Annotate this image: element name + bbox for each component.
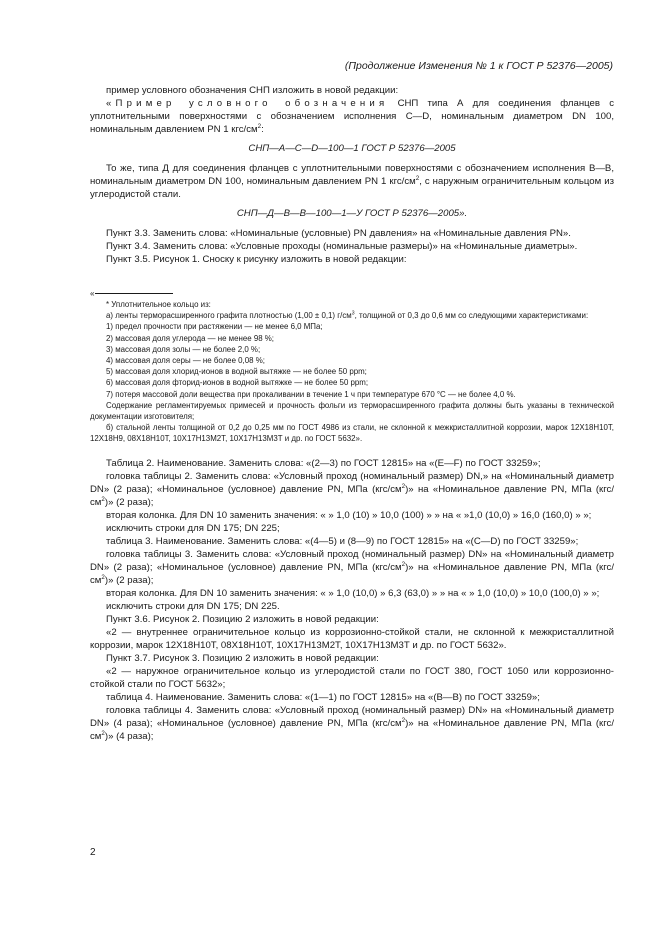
- paragraph-table-3-column: вторая колонка. Для DN 10 заменить значения: « » 1,0 (10,0) » 6,3 (63,0) » » на « » 1,0 (10,0) » 10,0 (100,0) » »;: [106, 587, 600, 599]
- paragraph-example: [90, 97, 614, 136]
- example-text: СНП типа А для соединения фланцев с уплотнительными поверхностями с обозначением исполнения С—D, номинальным диаметром DN 100, номинальным давлением PN 1 кгс/см: [90, 98, 614, 135]
- example-end: :: [261, 124, 264, 135]
- paragraph-item-3-6: Пункт 3.6. Рисунок 2. Позицию 2 изложить в новой редакции:: [106, 613, 379, 625]
- footnote-list-item: 3) массовая доля золы — не более 2,0 %;: [106, 344, 261, 354]
- paragraph-table-2-head: [90, 470, 614, 509]
- footnote-title: * Уплотнительное кольцо из:: [106, 300, 211, 309]
- table-2-head-sup-1: 2: [401, 482, 406, 490]
- paragraph-item-3-6-text: «2 — внутреннее ограничительное кольцо из коррозионно-стойкой стали, не склонной к межкристаллитной коррозии, марок 12Х18Н10Т, 08Х18Н10Т, 10Х17Н13М2Т, 10Х17Н13М3Т и др. по ГОСТ 5632».: [90, 626, 614, 651]
- paragraph-item-3-4: Пункт 3.4. Заменить слова: «Условные проходы (номинальные размеры)» на «Номинальные диаметры».: [106, 241, 578, 252]
- footnote-list-item: 2) массовая доля углерода — не менее 98 %;: [106, 333, 275, 343]
- type-d-sup: 2: [415, 174, 420, 182]
- table-3-head-text-c: )» (2 раза);: [104, 574, 154, 586]
- paragraph-table-2-title: Таблица 2. Наименование. Заменить слова: «(2—3) по ГОСТ 12815» на «(E—F) по ГОСТ 33259»;: [106, 457, 541, 469]
- footnote-content-note: Содержание регламентируемых примесей и прочность фольги из терморасширенного графита должны быть указаны в технической документации изготовителя;: [90, 400, 614, 422]
- section-gap: [90, 445, 614, 457]
- table-2-head-text-b: )» на «Номинальное давление PN, МПа (кгс/см: [90, 483, 614, 508]
- table-2-head-text-a: головка таблицы 2. Заменить слова: «Условный проход (номинальный размер) DN,» на «Номинальный диаметр DN» (2 раза); «Номинальное (условное) давление PN, МПа (кгс/см: [90, 470, 614, 495]
- document-body: [90, 84, 614, 743]
- footnote-list-item: 5) массовая доля хлорид-ионов в водной вытяжке — не более 50 ppm;: [106, 367, 367, 377]
- paragraph-table-4-title: таблица 4. Наименование. Заменить слова: «(1—1) по ГОСТ 12815» на «(B—B) по ГОСТ 33259»;: [106, 691, 540, 703]
- example-sup: 2: [257, 122, 262, 130]
- footnote-block: [90, 288, 614, 445]
- table-3-head-text-b: )» на «Номинальное давление PN, МПа (кгс/см: [90, 561, 614, 586]
- footnote-quote-mark: «: [90, 288, 95, 298]
- table-3-head-text-a: головка таблицы 3. Заменить слова: «Условный проход (номинальный размер) DN» на «Номинальный диаметр DN» (2 раза); «Номинальное (условное) давление PN, МПа (кгс/см: [90, 548, 614, 573]
- table-4-head-text-a: головка таблицы 4. Заменить слова: «Условный проход (номинальный размер) DN» на «Номинальный диаметр DN» (4 раза); «Номинальное (условное) давление PN, МПа (кгс/см: [90, 704, 614, 729]
- table-4-head-sup-2: 2: [101, 729, 105, 737]
- paragraph-item-3-3: Пункт 3.3. Заменить слова: «Номинальные (условные) PN давления» на «Номинальные давления PN».: [106, 228, 571, 239]
- paragraph-table-3-head: [90, 548, 614, 587]
- footnote-item-b: б) стальной ленты толщиной от 0,2 до 0,25 мм по ГОСТ 4986 из стали, не склонной к межкристаллитной коррозии, марок 12Х18Н10Т, 12Х18Н9, 08Х18Н10Т, 10Х17Н13М2Т, 10Х17Н13М3Т и др. по ГОСТ 5632».: [90, 423, 614, 444]
- paragraph-item-3-5: Пункт 3.5. Рисунок 1. Сноску к рисунку изложить в новой редакции:: [106, 254, 407, 265]
- paragraph-item-3-7: Пункт 3.7. Рисунок 3. Позицию 2 изложить в новой редакции:: [106, 652, 379, 664]
- footnote-a-sup: 3: [351, 310, 355, 317]
- paragraph-type-d: [90, 162, 614, 201]
- paragraph-table-3-title: таблица 3. Наименование. Заменить слова: «(4—5) и (8—9) по ГОСТ 12815» на «(C—D) по ГОСТ 33259»;: [106, 535, 579, 547]
- designation-formula-1: СНП—А—С—D—100—1 ГОСТ Р 52376—2005: [248, 143, 456, 154]
- footnote-rule: [90, 288, 614, 299]
- table-2-head-text-c: )» (2 раза);: [104, 496, 154, 508]
- footnote-list-item: 7) потеря массовой доли вещества при прокаливании в течение 1 ч при температуре 670 °С — не более 4,0 %.: [106, 389, 516, 399]
- table-3-head-sup-1: 2: [401, 560, 406, 568]
- example-lead: «Пример условного обозначения: [106, 98, 389, 109]
- table-2-head-sup-2: 2: [101, 495, 105, 503]
- type-d-text: То же, типа Д для соединения фланцев с уплотнительными поверхностями с обозначением исполнения В—В, номинальным диаметром DN 100, номинальным давлением PN 1 кгс/см: [90, 163, 614, 187]
- running-header: (Продолжение Изменения № 1 к ГОСТ Р 52376—2005): [344, 60, 613, 72]
- paragraph-table-3-exclude: исключить строки для DN 175; DN 225.: [106, 600, 280, 612]
- paragraph-item-3-7-text: «2 — наружное ограничительное кольцо из углеродистой стали по ГОСТ 380, ГОСТ 1050 или коррозионно-стойкой стали по ГОСТ 5632»;: [90, 665, 614, 690]
- paragraph-designation-intro: пример условного обозначения СНП изложить в новой редакции:: [106, 85, 399, 96]
- paragraph-table-2-exclude: исключить строки для DN 175; DN 225;: [106, 522, 280, 534]
- designation-formula-2: СНП—Д—В—В—100—1—У ГОСТ Р 52376—2005».: [236, 208, 468, 219]
- footnote-item-a: [90, 310, 614, 321]
- table-3-head-sup-2: 2: [101, 573, 105, 581]
- footnote-list-item: 1) предел прочности при растяжении — не менее 6,0 МПа;: [106, 322, 323, 332]
- paragraph-table-4-head: [90, 704, 614, 743]
- footnote-a-end: , толщиной от 0,3 до 0,6 мм со следующими характеристиками:: [354, 311, 589, 321]
- type-d-end: , с наружным ограничительным кольцом из углеродистой стали.: [90, 176, 614, 200]
- paragraph-table-2-column: вторая колонка. Для DN 10 заменить значения: « » 1,0 (10) » 10,0 (100) » » на « »1,0 (10,0) » 16,0 (160,0) » »;: [106, 509, 592, 521]
- page-number: 2: [90, 847, 96, 858]
- footnote-a-text: а) ленты терморасширенного графита плотностью (1,00 ± 0,1) г/см: [106, 311, 352, 321]
- footnote-list-item: 4) массовая доля серы — не более 0,08 %;: [106, 356, 265, 366]
- footnote-list-item: 6) массовая доля фторид-ионов в водной вытяжке — не более 50 ppm;: [106, 378, 369, 388]
- table-4-head-sup-1: 2: [401, 716, 406, 724]
- footnote-separator-line: [95, 293, 173, 294]
- table-4-head-text-b: )» на «Номинальное давление PN, МПа (кгс/см: [90, 717, 614, 742]
- table-4-head-text-c: )» (4 раза);: [104, 730, 154, 742]
